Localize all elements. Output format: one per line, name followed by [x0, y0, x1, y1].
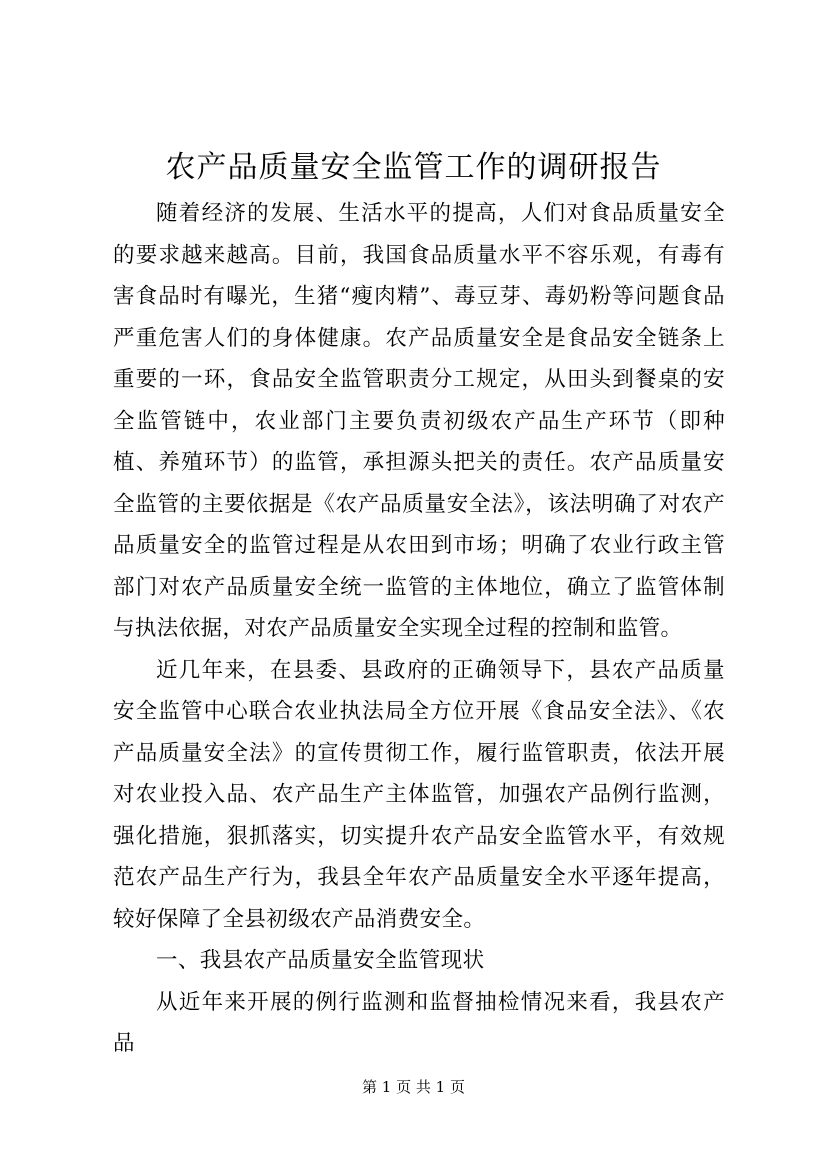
- document-body: [113, 193, 725, 1065]
- paragraph-monitoring: 从近年来开展的例行监测和监督抽检情况来看，我县农产品: [113, 989, 725, 1056]
- section-heading: 一、我县农产品质量安全监管现状: [156, 948, 485, 973]
- page-number-footer: 第 1 页 共 1 页: [362, 1078, 465, 1096]
- paragraph-recent-years: 近几年来，在县委、县政府的正确领导下，县农产品质量安全监管中心联合农业执法局全方位开展《食品安全法》、《农产品质量安全法》的宣传贯彻工作，履行监管职责，依法开展对农业投入品、农产品生产主体监管，加强农产品例行监测，强化措施，狠抓落实，切实提升农产品安全监管水平，有效规范农产品生产行为，我县全年农产品质量安全水平逐年提高，较好保障了全县初级农产品消费安全。: [113, 657, 725, 932]
- paragraph-intro: 随着经济的发展、生活水平的提高，人们对食品质量安全的要求越来越高。目前，我国食品质量水平不容乐观，有毒有害食品时有曝光，生猪“瘦肉精”、毒豆芽、毒奶粉等问题食品严重危害人们的身体健康。农产品质量安全是食品安全链条上重要的一环，食品安全监管职责分工规定，从田头到餐桌的安全监管链中，农业部门主要负责初级农产品生产环节（即种植、养殖环节）的监管，承担源头把关的责任。农产品质量安全监管的主要依据是《农产品质量安全法》，该法明确了对农产品质量安全的监管过程是从农田到市场；明确了农业行政主管部门对农产品质量安全统一监管的主体地位，确立了监管体制与执法依据，对农产品质量安全实现全过程的控制和监管。: [113, 201, 725, 641]
- document-title: 农产品质量安全监管工作的调研报告: [165, 150, 662, 185]
